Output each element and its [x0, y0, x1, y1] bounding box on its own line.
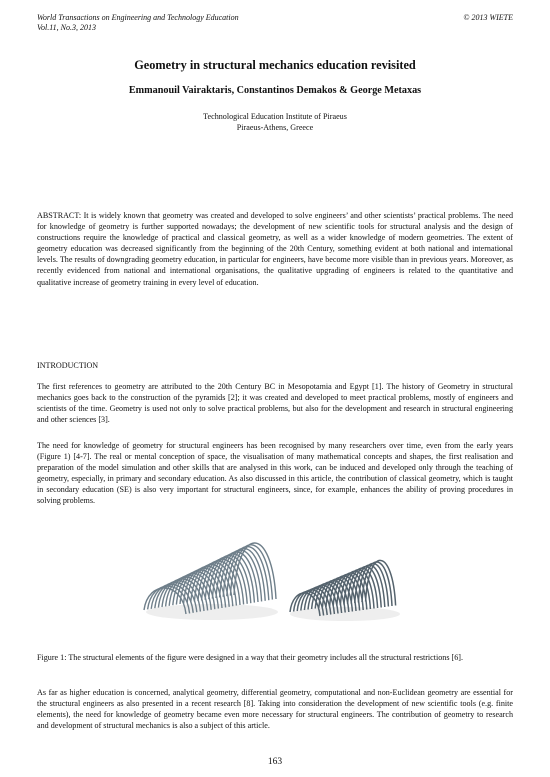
body-paragraph-1: The first references to geometry are attributed to the 20th Century BC in Mesopotamia and Egypt [1]. The history of Geometry in structural mechanics goes back to the construction of the pyramids [2]; it was created and developed to meet practical problems, mostly of engineers and scientists of the time. Geometry is used not only to solve practical problems, but also for the development and research in structural engineering and other sciences [3].	[37, 382, 513, 425]
running-header	[37, 13, 513, 32]
left-rib-structure	[144, 543, 276, 614]
abstract: ABSTRACT: It is widely known that geometry was created and developed to solve engineers’ and other scientists’ practical problems. The need for knowledge of geometry is further supported nowadays; the development of new scientific tools for structural analysis and the design of constructions require the knowledge of practical and classical geometry, as well as a wider knowledge of modern geometries. The extent of geometry education was decreased significantly from the beginning of the 20th Century, something evident at both national and international levels. The results of downgrading geometry education, in particular for engineers, have become more visible than in previous years. Moreover, as recently evidenced from national and international organisations, the qualitative upgrading of engineers is related to the quantitative and qualitative increase of geometry training in every level of education.	[37, 211, 513, 287]
affiliation-location: Piraeus-Athens, Greece	[236, 123, 314, 132]
body-paragraph-3: As far as higher education is concerned, analytical geometry, differential geometry, computational and non-Euclidean geometry are essential for the structural engineers as also presented in a recent research [8]. Taking into consideration the development of new scientific tools (e.g. finite elements), the need for knowledge of geometry became even more necessary for structural engineers. The contribution of geometry to research and development of structural mechanics is also a subject of this article.	[37, 688, 513, 731]
journal-name: World Transactions on Engineering and Technology Education	[37, 13, 239, 22]
paper-title: Geometry in structural mechanics education revisited	[134, 58, 416, 72]
volume-info: Vol.11, No.3, 2013	[37, 22, 96, 32]
figure-caption: Figure 1: The structural elements of the figure were designed in a way that their geometry includes all the structural restrictions [6].	[37, 653, 463, 662]
body-paragraph-2: The need for knowledge of geometry for structural engineers has been recognised by many researchers over time, even from the early years (Figure 1) [4-7]. The real or mental conception of space, the visualisation of many mathematical concepts and shapes, the first realisation and preparation of the model simulation and other skills that are analysed in this work, can be induced and developed only through the teaching of geometry, especially, in primary and secondary education. As also discussed in this article, the contribution of classical geometry, which is taught in secondary education (SE) is also very important for structural engineers, since, for example, enhances the ability of proving procedures in solving problems.	[37, 441, 513, 506]
affiliation-institution: Technological Education Institute of Piraeus	[203, 112, 347, 121]
author-list: Emmanouil Vairaktaris, Constantinos Demakos & George Metaxas	[128, 85, 422, 96]
figure-1-image	[140, 524, 410, 626]
page-number: 163	[267, 757, 283, 767]
figure-1	[140, 524, 410, 626]
section-heading: INTRODUCTION	[37, 361, 99, 370]
affiliation	[37, 111, 513, 133]
copyright-notice: © 2013 WIETE	[463, 13, 513, 22]
